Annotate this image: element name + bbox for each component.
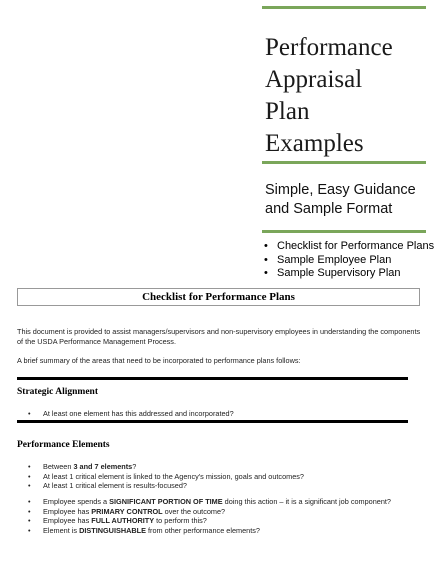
title-line: Performance bbox=[265, 34, 393, 61]
summary-paragraph: A brief summary of the areas that need to be incorporated to performance plans follows: bbox=[17, 356, 301, 365]
contents-item: • Sample Employee Plan bbox=[262, 254, 437, 268]
performance-elements-list bbox=[28, 462, 423, 491]
section-rule bbox=[17, 377, 408, 380]
title-line: Examples bbox=[265, 130, 364, 157]
subtitle-line: and Sample Format bbox=[265, 201, 393, 217]
contents-list bbox=[262, 240, 437, 281]
intro-paragraph: This document is provided to assist managers/supervisors and non-supervisory employees in understanding the components of the USDA Performance Management Process. bbox=[17, 327, 421, 346]
list-item: • Element is DISTINGUISHABLE from other performance elements? bbox=[28, 526, 423, 536]
title-line: Plan bbox=[265, 98, 310, 125]
strategic-alignment-list bbox=[28, 409, 423, 419]
list-item: • Employee has FULL AUTHORITY to perform this? bbox=[28, 516, 423, 526]
list-item: • Employee has PRIMARY CONTROL over the outcome? bbox=[28, 507, 423, 517]
contents-item: • Checklist for Performance Plans bbox=[262, 240, 437, 254]
title-line: Appraisal bbox=[265, 66, 363, 93]
title-divider-rule bbox=[262, 161, 426, 164]
section-heading-performance-elements: Performance Elements bbox=[17, 440, 110, 450]
section-heading-strategic-alignment: Strategic Alignment bbox=[17, 387, 99, 397]
contents-item: • Sample Supervisory Plan bbox=[262, 267, 437, 281]
document-subtitle bbox=[265, 181, 437, 219]
top-accent-rule bbox=[262, 6, 426, 9]
list-item: • Between 3 and 7 elements? bbox=[28, 462, 423, 472]
performance-elements-criteria-list bbox=[28, 497, 423, 536]
list-item: • At least one element has this addressed and incorporated? bbox=[28, 409, 423, 419]
list-item: • Employee spends a SIGNIFICANT PORTION OF TIME doing this action – it is a significant job component? bbox=[28, 497, 423, 507]
list-item: • At least 1 critical element is linked to the Agency's mission, goals and outcomes? bbox=[28, 472, 423, 482]
subtitle-line: Simple, Easy Guidance bbox=[265, 182, 416, 198]
list-item: • At least 1 critical element is results-focused? bbox=[28, 481, 423, 491]
subtitle-divider-rule bbox=[262, 230, 426, 233]
document-title bbox=[265, 32, 437, 160]
checklist-heading: Checklist for Performance Plans bbox=[17, 288, 420, 306]
section-rule bbox=[17, 420, 408, 423]
